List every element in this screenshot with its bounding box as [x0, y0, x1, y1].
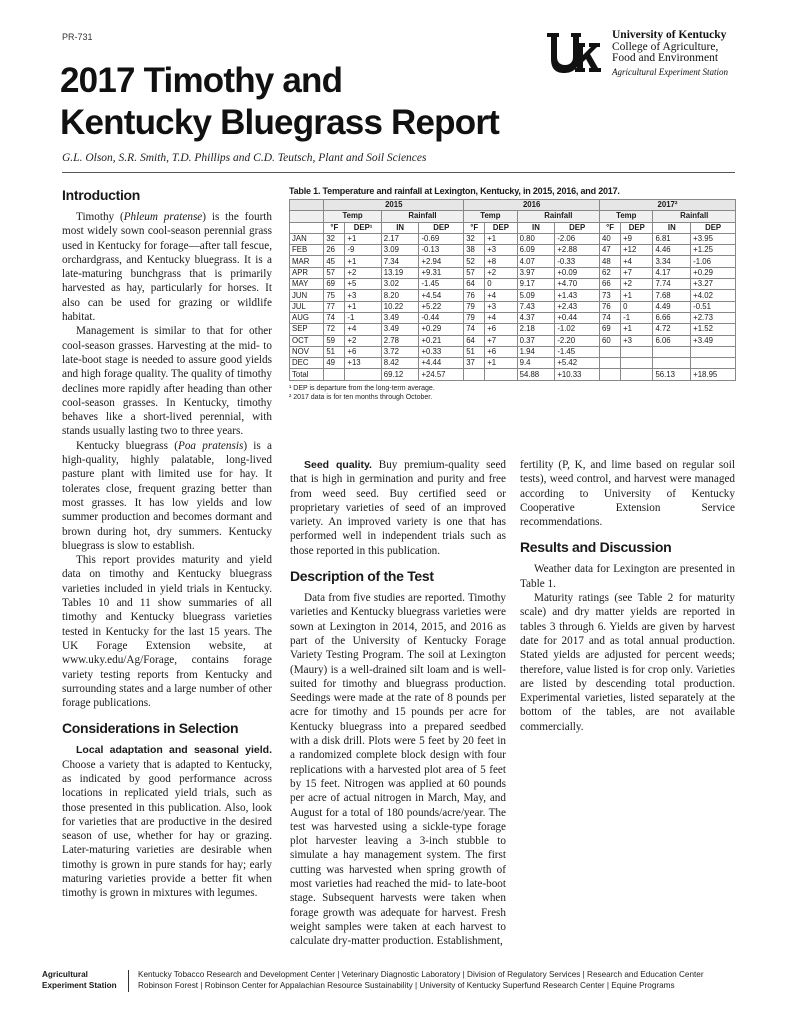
table-corner	[290, 211, 324, 222]
intro-paragraph-3: Kentucky bluegrass (Poa pratensis) is a high-quality, highly palatable, long-lived pasture plant with limited use for hay. It tolerates close, frequent grazing better than most grasses. It has low yields and low summer production and becomes dormant and brown during hot, dry summers. Kentucky bluegrass is slow to establish.	[62, 439, 272, 552]
column-subheader: IN	[517, 222, 555, 233]
table-cell: 64	[464, 279, 485, 290]
table-cell: 10.22	[381, 301, 419, 312]
table-cell: 4.07	[517, 256, 555, 267]
column-subheader: IN	[381, 222, 419, 233]
description-paragraph-continued: fertility (P, K, and lime based on regular soil tests), weed control, and harvest were managed according to University of Kentucky Cooperative Extension Service recommendations.	[520, 459, 735, 529]
table-row	[290, 369, 736, 380]
results-heading: Results and Discussion	[520, 539, 672, 556]
table-cell: 6.06	[653, 335, 691, 346]
table-row	[290, 312, 736, 323]
group-header: Temp	[324, 211, 381, 222]
footer-divider	[128, 970, 129, 992]
footer-station-label: Agricultural Experiment Station	[42, 970, 117, 990]
table-cell: +0.21	[419, 335, 464, 346]
table-cell	[621, 369, 653, 380]
institution-block	[612, 30, 728, 78]
intro-paragraph-1: Timothy (Phleum pratense) is the fourth most widely sown cool-season perennial grass used in Kentucky for forage—after tall fescue, orchardgrass, and Kentucky bluegrass. It is a late-maturing bunchgrass that is primarily harvested as hay, particularly for horses. It also can be used for grazing or wildlife habitat.	[62, 211, 272, 324]
table-cell: +2.94	[419, 256, 464, 267]
table-cell: -1.45	[419, 279, 464, 290]
column-subheader: °F	[600, 222, 621, 233]
table-cell	[653, 346, 691, 357]
table-body	[290, 233, 736, 380]
table-cell: +1	[345, 256, 381, 267]
table-cell: 74	[464, 324, 485, 335]
row-label: Total	[290, 369, 324, 380]
table-cell: -0.44	[419, 312, 464, 323]
table-cell: 66	[600, 279, 621, 290]
table-cell: +6	[485, 324, 517, 335]
table-cell: 52	[464, 256, 485, 267]
column-subheader: °F	[464, 222, 485, 233]
table-cell: 3.49	[381, 324, 419, 335]
table-cell: 32	[324, 233, 345, 244]
table-corner	[290, 222, 324, 233]
table-cell: 56.13	[653, 369, 691, 380]
table-row	[290, 301, 736, 312]
table-cell: +1	[345, 233, 381, 244]
header-divider	[62, 172, 735, 173]
table-cell: 69.12	[381, 369, 419, 380]
table-cell: +5.42	[555, 358, 600, 369]
table-cell: 72	[324, 324, 345, 335]
table-cell: 0	[485, 279, 517, 290]
intro-paragraph-2: Management is similar to that for other cool-season grasses. Harvesting at the mid- to late-boot stage is needed to assure good yields and high forage quality. The quality of timothy declines more rapidly after heading than other cool-season grasses. In Kentucky, timothy behaves like a short-lived perennial, with stands usually lasting two to three years.	[62, 325, 272, 438]
table-cell: 7.34	[381, 256, 419, 267]
table-cell: 37	[464, 358, 485, 369]
table-1	[289, 186, 736, 402]
table-cell: +2	[345, 267, 381, 278]
table-cell: 47	[600, 245, 621, 256]
table-cell: 13.19	[381, 267, 419, 278]
table-cell: 54.88	[517, 369, 555, 380]
table-cell: +1.25	[691, 245, 736, 256]
table-cell: 64	[464, 335, 485, 346]
table-cell: 74	[324, 312, 345, 323]
authors-line: G.L. Olson, S.R. Smith, T.D. Phillips and C.D. Teutsch, Plant and Soil Sciences	[62, 152, 427, 164]
table-cell	[691, 346, 736, 357]
table-row	[290, 233, 736, 244]
table-cell: 6.09	[517, 245, 555, 256]
table-cell: +9.31	[419, 267, 464, 278]
table-cell: 45	[324, 256, 345, 267]
table-cell: 75	[324, 290, 345, 301]
table-cell: +3	[485, 245, 517, 256]
table-cell: +3.95	[691, 233, 736, 244]
table-cell: +3	[345, 290, 381, 301]
table-cell: 0.37	[517, 335, 555, 346]
table-cell: +2	[345, 335, 381, 346]
description-heading: Description of the Test	[290, 568, 434, 585]
row-label: DEC	[290, 358, 324, 369]
table-cell: +4	[485, 312, 517, 323]
column-right	[520, 458, 735, 734]
table-row	[290, 267, 736, 278]
column-subheader: DEP	[691, 222, 736, 233]
table-cell: 79	[464, 312, 485, 323]
table-cell: 0.80	[517, 233, 555, 244]
table-row	[290, 335, 736, 346]
table-cell: 2.18	[517, 324, 555, 335]
year-header: 2015	[324, 200, 464, 211]
table-cell: +2	[621, 279, 653, 290]
table-cell: +10.33	[555, 369, 600, 380]
seed-quality-paragraph: Seed quality. Buy premium-quality seed that is high in germination and purity and free from weed seed. Buy certified seed or proprietary varieties of seed of an improved variety. An improved variety is one that has performed well in independent trials such as those reported in this publication.	[290, 459, 507, 557]
table-cell: 51	[464, 346, 485, 357]
table-cell: +4.70	[555, 279, 600, 290]
table-cell: +7	[485, 335, 517, 346]
considerations-paragraph-1: Local adaptation and seasonal yield. Choose a variety that is adapted to Kentucky, as indicated by good performance across locations in replicated yield trials, such as those presented in this publication. Also, look for varieties that are productive in the desired season of use, whether for hay or grazing. Later-maturing varieties are desirable when timothy is grown in pure stands for hay; early maturing varieties provide a better fit when timothy is grown in mixtures with legumes.	[62, 744, 272, 900]
table-cell: 73	[600, 290, 621, 301]
table-cell: 38	[464, 245, 485, 256]
table-cell: +1	[621, 324, 653, 335]
table-cell: -9	[345, 245, 381, 256]
university-name: University of Kentucky	[612, 29, 727, 41]
table-cell: 3.09	[381, 245, 419, 256]
row-label: JUN	[290, 290, 324, 301]
table-cell: +3.49	[691, 335, 736, 346]
table-cell: 32	[464, 233, 485, 244]
table-cell: -1.02	[555, 324, 600, 335]
table-cell: +3	[621, 335, 653, 346]
table-cell	[621, 346, 653, 357]
table-cell: +5	[345, 279, 381, 290]
table-row	[290, 256, 736, 267]
column-subheader: DEP	[419, 222, 464, 233]
table-cell: 3.34	[653, 256, 691, 267]
row-label: MAY	[290, 279, 324, 290]
column-subheader: °F	[324, 222, 345, 233]
table-cell: 1.94	[517, 346, 555, 357]
footer-units-line-2: Robinson Forest | Robinson Center for Appalachian Resource Sustainability | University of Kentucky Superfund Research Center | Equine Programs	[138, 981, 675, 990]
table-cell: 8.42	[381, 358, 419, 369]
report-title: 2017 Timothy and Kentucky Bluegrass Report	[60, 61, 500, 142]
table-cell: +8	[485, 256, 517, 267]
column-subheader: DEP	[485, 222, 517, 233]
table-cell: +1	[485, 358, 517, 369]
intro-paragraph-4: This report provides maturity and yield data on timothy and Kentucky bluegrass varieties included in yield trials in Kentucky. Tables 10 and 11 show summaries of all timothy and Kentucky bluegrass varieties tested in Kentucky for the last 15 years. The UK Forage Extension website, at www.uky.edu/Ag/Forage, contains forage variety testing reports from Kentucky and surrounding states and a large number of other forage publications.	[62, 554, 272, 710]
table-cell: +2	[485, 267, 517, 278]
table-cell	[653, 358, 691, 369]
table-cell: +5.22	[419, 301, 464, 312]
table-cell: +6	[345, 346, 381, 357]
table-cell	[600, 346, 621, 357]
table-cell: 57	[324, 267, 345, 278]
table-cell: +1	[485, 233, 517, 244]
table-cell: 2.17	[381, 233, 419, 244]
column-left	[62, 186, 272, 901]
column-middle	[290, 458, 506, 949]
weather-table	[289, 199, 736, 381]
table-cell: 2.78	[381, 335, 419, 346]
row-label: JUL	[290, 301, 324, 312]
table-cell: 60	[600, 335, 621, 346]
table-cell: 9.17	[517, 279, 555, 290]
table-cell: -1.45	[555, 346, 600, 357]
table-cell: 3.97	[517, 267, 555, 278]
column-subheader: DEP¹	[345, 222, 381, 233]
group-header: Rainfall	[653, 211, 736, 222]
table-cell: 69	[600, 324, 621, 335]
column-subheader: IN	[653, 222, 691, 233]
table-cell	[464, 369, 485, 380]
table-cell: +2.43	[555, 301, 600, 312]
table-cell: +2.73	[691, 312, 736, 323]
table-cell	[600, 358, 621, 369]
table-cell: 57	[464, 267, 485, 278]
row-label: AUG	[290, 312, 324, 323]
table-cell: -0.69	[419, 233, 464, 244]
table-cell: -0.51	[691, 301, 736, 312]
table-cell: +0.29	[691, 267, 736, 278]
table-cell: +3	[485, 301, 517, 312]
college-name-line2: Food and Environment	[612, 52, 719, 64]
table-cell: +4.54	[419, 290, 464, 301]
table-corner	[290, 200, 324, 211]
table-cell: 51	[324, 346, 345, 357]
table-cell	[621, 358, 653, 369]
table-cell: +0.44	[555, 312, 600, 323]
results-paragraph-1: Weather data for Lexington are presented in Table 1.	[520, 563, 735, 590]
introduction-heading: Introduction	[62, 187, 141, 203]
table-footnote-2: ² 2017 data is for ten months through October.	[289, 393, 433, 401]
table-cell: +7	[621, 267, 653, 278]
group-header: Temp	[600, 211, 653, 222]
considerations-heading: Considerations in Selection	[62, 720, 239, 737]
table-row	[290, 245, 736, 256]
table-cell: +13	[345, 358, 381, 369]
results-paragraph-2: Maturity ratings (see Table 2 for maturity scale) and dry matter yields are reported in tables 3 through 6. Yields are given by harvest date for 2017 and as total annual production. Stated yields are adjusted for percent weeds; therefore, value listed is for crop only. Varieties are listed by descending total production. Experimental varieties, listed separately at the bottom of the tables, are not available commercially.	[520, 592, 735, 733]
group-header: Rainfall	[517, 211, 599, 222]
row-label: APR	[290, 267, 324, 278]
footer-units	[138, 969, 758, 991]
table-cell: 69	[324, 279, 345, 290]
table-cell: +1	[621, 290, 653, 301]
table-cell: 8.20	[381, 290, 419, 301]
table-cell: +0.29	[419, 324, 464, 335]
table-row	[290, 324, 736, 335]
table-cell: 79	[464, 301, 485, 312]
table-row	[290, 279, 736, 290]
table-cell: 7.43	[517, 301, 555, 312]
table-cell: +1.52	[691, 324, 736, 335]
table-cell: +4	[621, 256, 653, 267]
table-cell: 62	[600, 267, 621, 278]
table-cell: -1	[345, 312, 381, 323]
row-label: NOV	[290, 346, 324, 357]
table-cell: +24.57	[419, 369, 464, 380]
row-label: SEP	[290, 324, 324, 335]
uk-logo-icon	[545, 31, 601, 77]
table-cell	[324, 369, 345, 380]
table-cell	[600, 369, 621, 380]
table-cell: 40	[600, 233, 621, 244]
row-label: MAR	[290, 256, 324, 267]
row-label: OCT	[290, 335, 324, 346]
table-cell: 59	[324, 335, 345, 346]
table-cell: +4.02	[691, 290, 736, 301]
table-cell: -2.20	[555, 335, 600, 346]
description-paragraph: Data from five studies are reported. Timothy varieties and Kentucky bluegrass varieties were sown at Lexington in 2014, 2015, and 2016 as part of the University of Kentucky Forage Variety Testing Program. The soil at Lexington (Maury) is a well-drained silt loam and is well-suited for timothy and bluegrass production. Seedings were made at the rate of 8 pounds per acre for timothy and 15 pounds per acre for Kentucky bluegrass into a prepared seedbed with a disk drill. Plots were 5 feet by 20 feet in a randomized complete block design with four replications with a harvested plot area of 5 feet by 15 feet. Nitrogen was applied at 60 pounds per acre of actual nitrogen in March, May, and August for a total of 180 pounds/acre/year. The test was harvested using a sickle-type forage plot harvester leaving a 3-inch stubble to simulate a hay management system. The first cutting was harvested when spring growth of most varieties had reached the mid- to late-boot stage. Subsequent harvests were taken when forage growth was adequate for harvest. Fresh weight samples were taken at each harvest to calculate dry-matter production. Establishment,	[290, 592, 506, 948]
table-cell: +3.27	[691, 279, 736, 290]
table-cell: 4.37	[517, 312, 555, 323]
table-cell: 4.72	[653, 324, 691, 335]
table-cell: 5.09	[517, 290, 555, 301]
table-cell: 48	[600, 256, 621, 267]
table-row	[290, 290, 736, 301]
table-cell: 3.72	[381, 346, 419, 357]
row-label: JAN	[290, 233, 324, 244]
row-label: FEB	[290, 245, 324, 256]
table-cell: +0.33	[419, 346, 464, 357]
table-cell: +0.09	[555, 267, 600, 278]
column-subheader: DEP	[555, 222, 600, 233]
table-cell: 9.4	[517, 358, 555, 369]
publication-number: PR-731	[62, 32, 93, 42]
table-row	[290, 346, 736, 357]
table-cell: +18.95	[691, 369, 736, 380]
footer-units-line-1: Kentucky Tobacco Research and Development Center | Veterinary Diagnostic Laboratory | Division of Regulatory Services | Research and Education Center	[138, 970, 704, 979]
subheader-row	[290, 222, 736, 233]
table-cell: -1	[621, 312, 653, 323]
table-cell: +1	[345, 301, 381, 312]
table-cell: +6	[485, 346, 517, 357]
table-cell: 6.81	[653, 233, 691, 244]
table-footnote-1: ¹ DEP is departure from the long-term average.	[289, 384, 435, 392]
table-row	[290, 358, 736, 369]
table-cell: 77	[324, 301, 345, 312]
table-cell: 7.74	[653, 279, 691, 290]
table-cell: +9	[621, 233, 653, 244]
table-cell	[485, 369, 517, 380]
table-cell: 49	[324, 358, 345, 369]
table-cell: 76	[600, 301, 621, 312]
table-cell: -1.06	[691, 256, 736, 267]
table-cell: +12	[621, 245, 653, 256]
table-cell: 6.66	[653, 312, 691, 323]
table-cell: -2.06	[555, 233, 600, 244]
table-cell: 4.49	[653, 301, 691, 312]
table-1-title: Table 1. Temperature and rainfall at Lexington, Kentucky, in 2015, 2016, and 2017.	[289, 186, 620, 196]
table-cell: +4	[485, 290, 517, 301]
table-cell: 4.17	[653, 267, 691, 278]
table-cell: 74	[600, 312, 621, 323]
table-cell: -0.13	[419, 245, 464, 256]
table-cell	[691, 358, 736, 369]
table-cell: 3.02	[381, 279, 419, 290]
table-cell: +2.88	[555, 245, 600, 256]
year-header: 2017²	[600, 200, 736, 211]
table-cell: -0.33	[555, 256, 600, 267]
table-cell: 3.49	[381, 312, 419, 323]
group-header: Rainfall	[381, 211, 463, 222]
college-name-line1: College of Agriculture,	[612, 40, 719, 53]
column-subheader: DEP	[621, 222, 653, 233]
table-cell: 26	[324, 245, 345, 256]
year-header: 2016	[464, 200, 600, 211]
table-cell: +4	[345, 324, 381, 335]
table-cell: 4.46	[653, 245, 691, 256]
group-header: Temp	[464, 211, 517, 222]
table-cell: 0	[621, 301, 653, 312]
table-cell: 76	[464, 290, 485, 301]
table-cell: 7.68	[653, 290, 691, 301]
table-cell	[345, 369, 381, 380]
table-cell: +4.44	[419, 358, 464, 369]
table-cell: +1.43	[555, 290, 600, 301]
station-name: Agricultural Experiment Station	[612, 66, 728, 77]
